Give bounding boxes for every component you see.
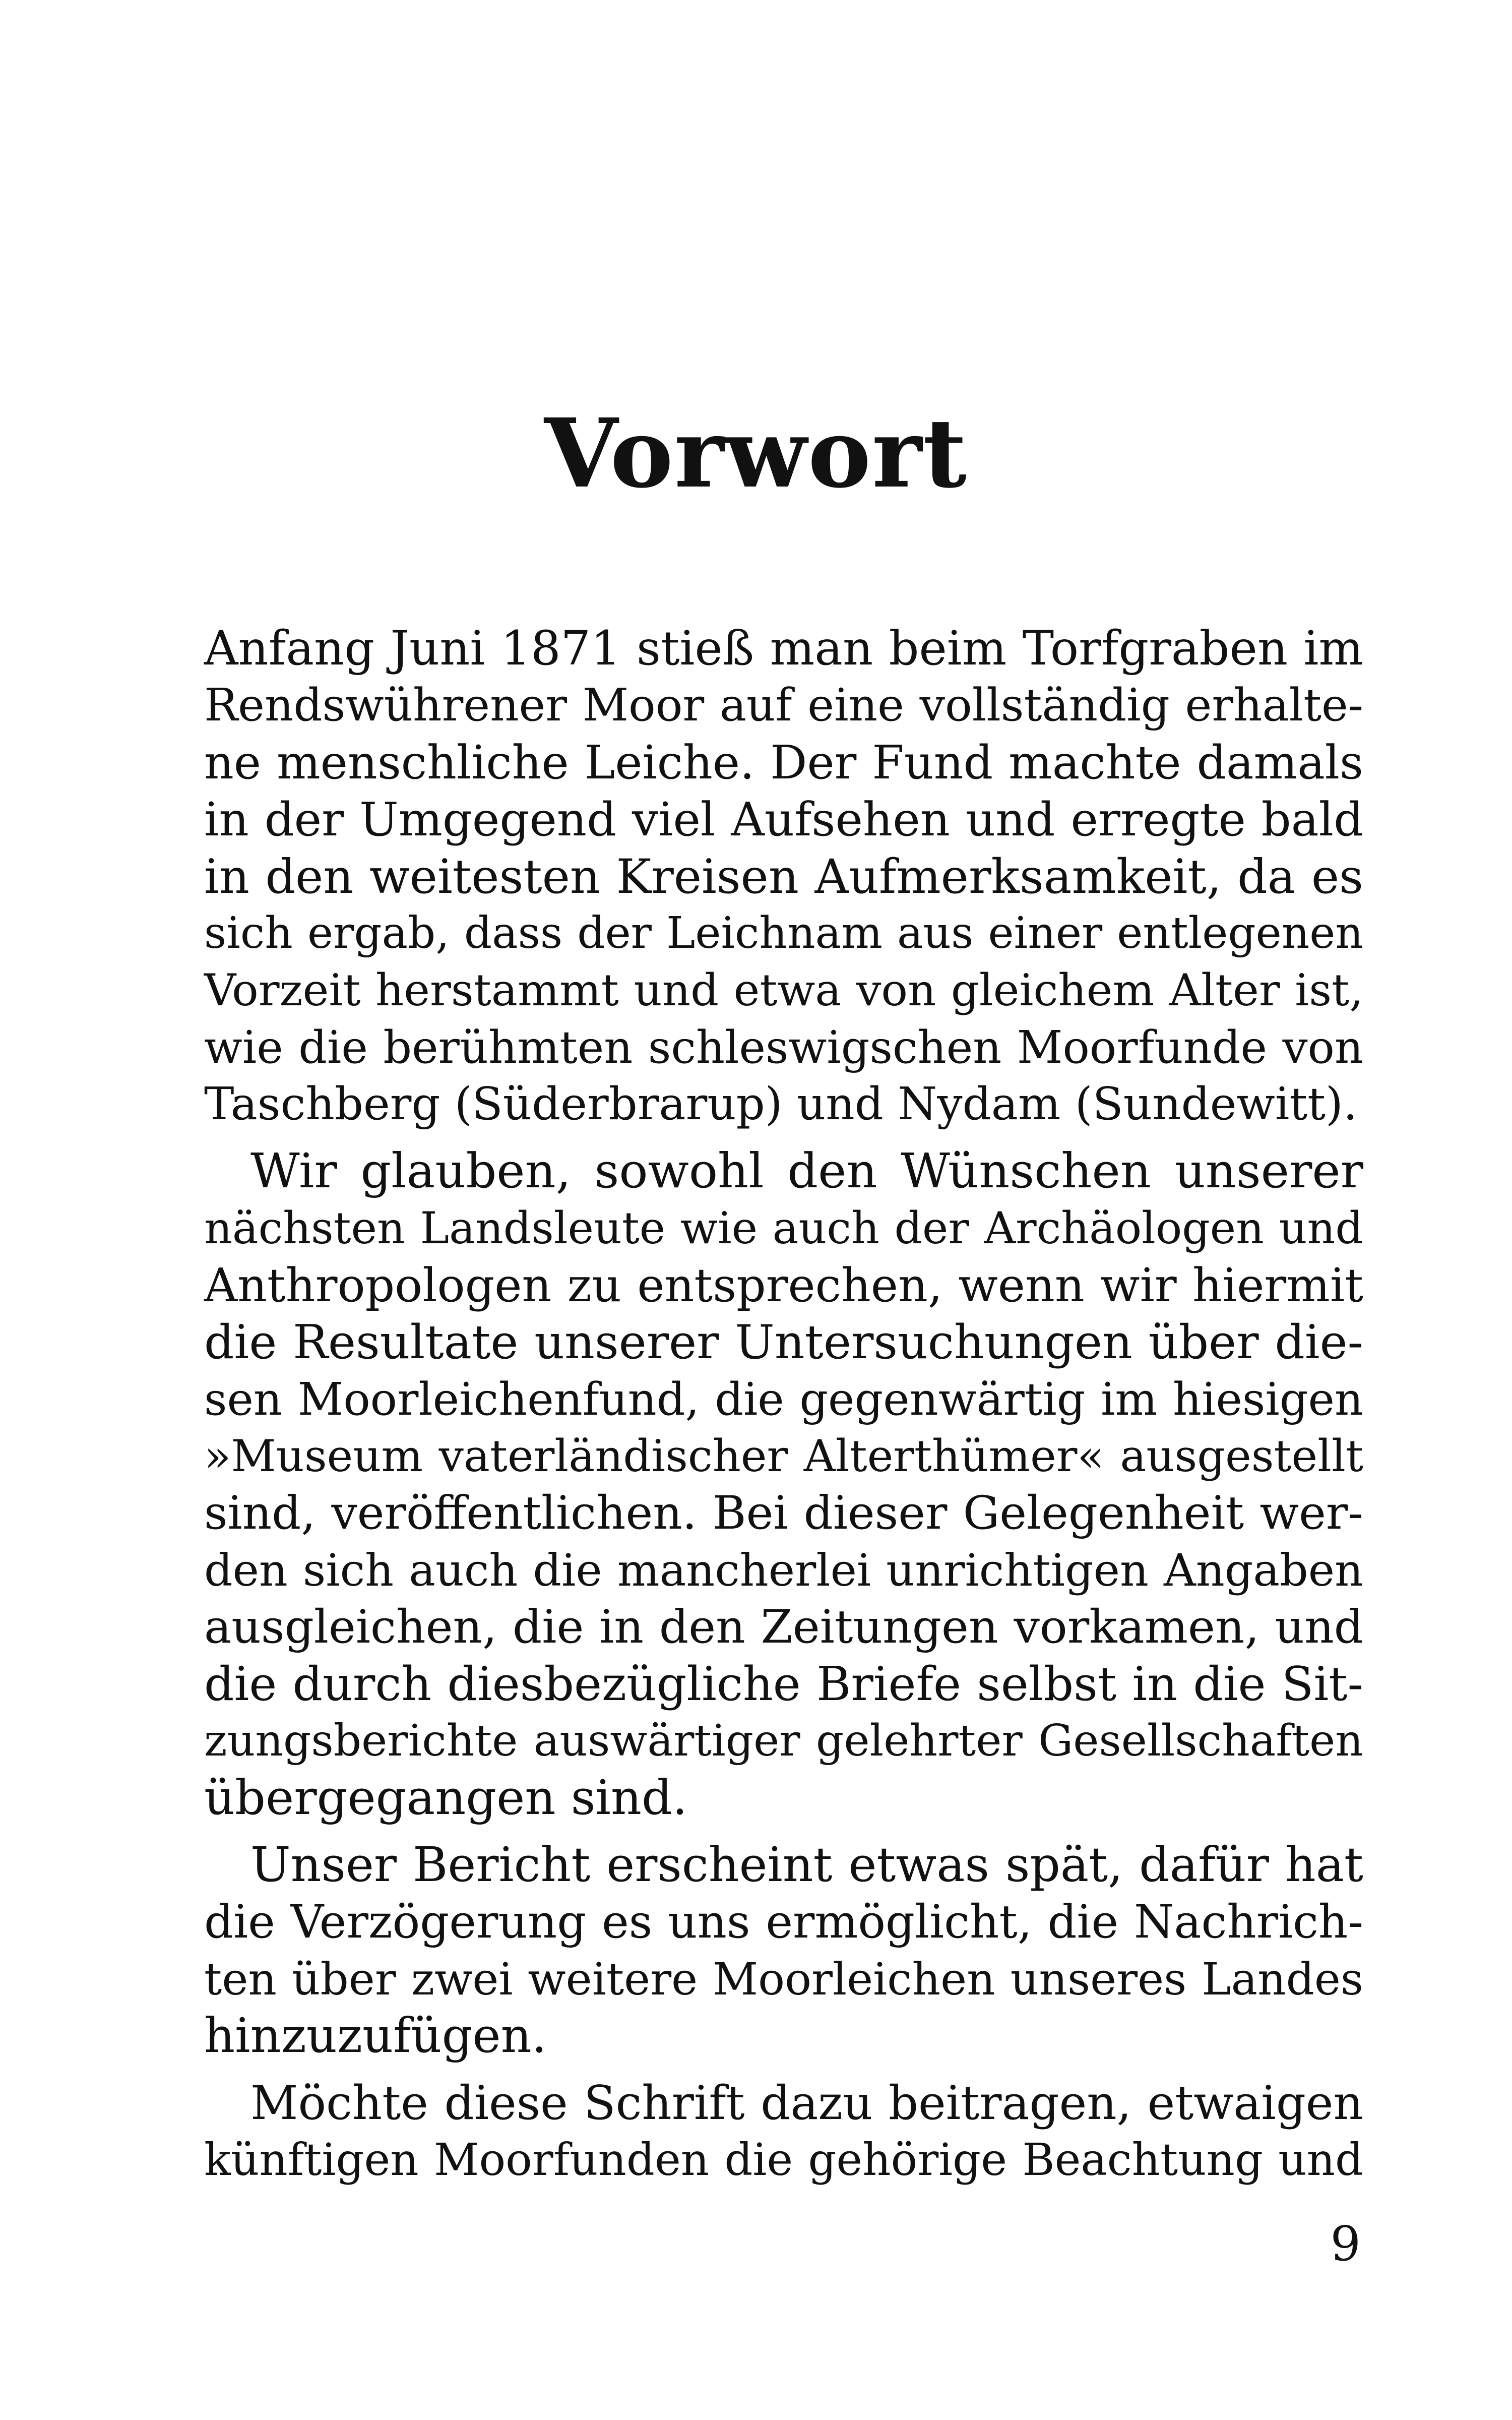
text-line: künftigen Moorfunden die gehörige Beachtung und bbox=[204, 2134, 1363, 2186]
text-line: die durch diesbezügliche Briefe selbst in die Sit- bbox=[204, 1657, 1363, 1711]
text-line: Unser Bericht erscheint etwas spät, dafür hat bbox=[250, 1837, 1363, 1893]
text-line: ten über zwei weitere Moorleichen unseres Landes bbox=[204, 1953, 1363, 2005]
text-line: wie die berühmten schleswigschen Moorfunde von bbox=[204, 1021, 1363, 1073]
paragraph-4 bbox=[204, 2075, 1363, 2189]
text-line: Taschberg (Süderbrarup) und Nydam (Sundewitt). bbox=[204, 1078, 1358, 1130]
text-line: Möchte diese Schrift dazu beitragen, etwaigen bbox=[250, 2076, 1363, 2130]
text-line: übergegangen sind. bbox=[204, 1770, 688, 1826]
text-line: zungsberichte auswärtiger gelehrter Gesellschaften bbox=[204, 1716, 1363, 1766]
text-line: Anfang Juni 1871 stieß man beim Torfgraben im bbox=[204, 621, 1363, 676]
text-line: die Verzögerung es uns ermöglicht, die Nachrich- bbox=[204, 1896, 1363, 1949]
text-line: hinzuzufügen. bbox=[204, 2008, 547, 2064]
text-line: sich ergab, dass der Leichnam aus einer entlegenen bbox=[204, 908, 1363, 958]
text-line: nächsten Landsleute wie auch der Archäologen und bbox=[204, 1203, 1363, 1254]
page-number: 9 bbox=[1330, 2216, 1361, 2272]
page-title: Vorwort bbox=[544, 398, 968, 509]
text-line: »Museum vaterländischer Alterthümer« ausgestellt bbox=[204, 1430, 1363, 1482]
paragraph-3 bbox=[204, 1837, 1363, 2065]
text-line: in den weitesten Kreisen Aufmerksamkeit, da es bbox=[204, 849, 1363, 904]
paragraph-1 bbox=[204, 620, 1363, 1133]
body-text bbox=[204, 620, 1363, 2199]
text-line: sen Moorleichenfund, die gegenwärtig im hiesigen bbox=[204, 1373, 1363, 1425]
text-line: in der Umgegend viel Aufsehen und erregte bald bbox=[204, 793, 1363, 846]
text-line: Wir glauben, sowohl den Wünschen unserer bbox=[250, 1143, 1363, 1199]
text-line: die Resultate unserer Untersuchungen über die- bbox=[204, 1315, 1363, 1369]
text-line: ausgleichen, die in den Zeitungen vorkamen, und bbox=[204, 1600, 1363, 1654]
text-line: sind, veröffentlichen. Bei dieser Gelegenheit wer- bbox=[204, 1487, 1363, 1540]
text-line: Rendswührener Moor auf eine vollständig erhalte- bbox=[204, 679, 1363, 732]
paragraph-2 bbox=[204, 1143, 1363, 1827]
text-line: Anthropologen zu entsprechen, wenn wir hiermit bbox=[204, 1258, 1363, 1312]
text-line: ne menschliche Leiche. Der Fund machte damals bbox=[204, 736, 1363, 790]
text-line: Vorzeit herstammt und etwa von gleichem Alter ist, bbox=[204, 964, 1363, 1016]
text-line: den sich auch die mancherlei unrichtigen Angaben bbox=[204, 1544, 1363, 1596]
